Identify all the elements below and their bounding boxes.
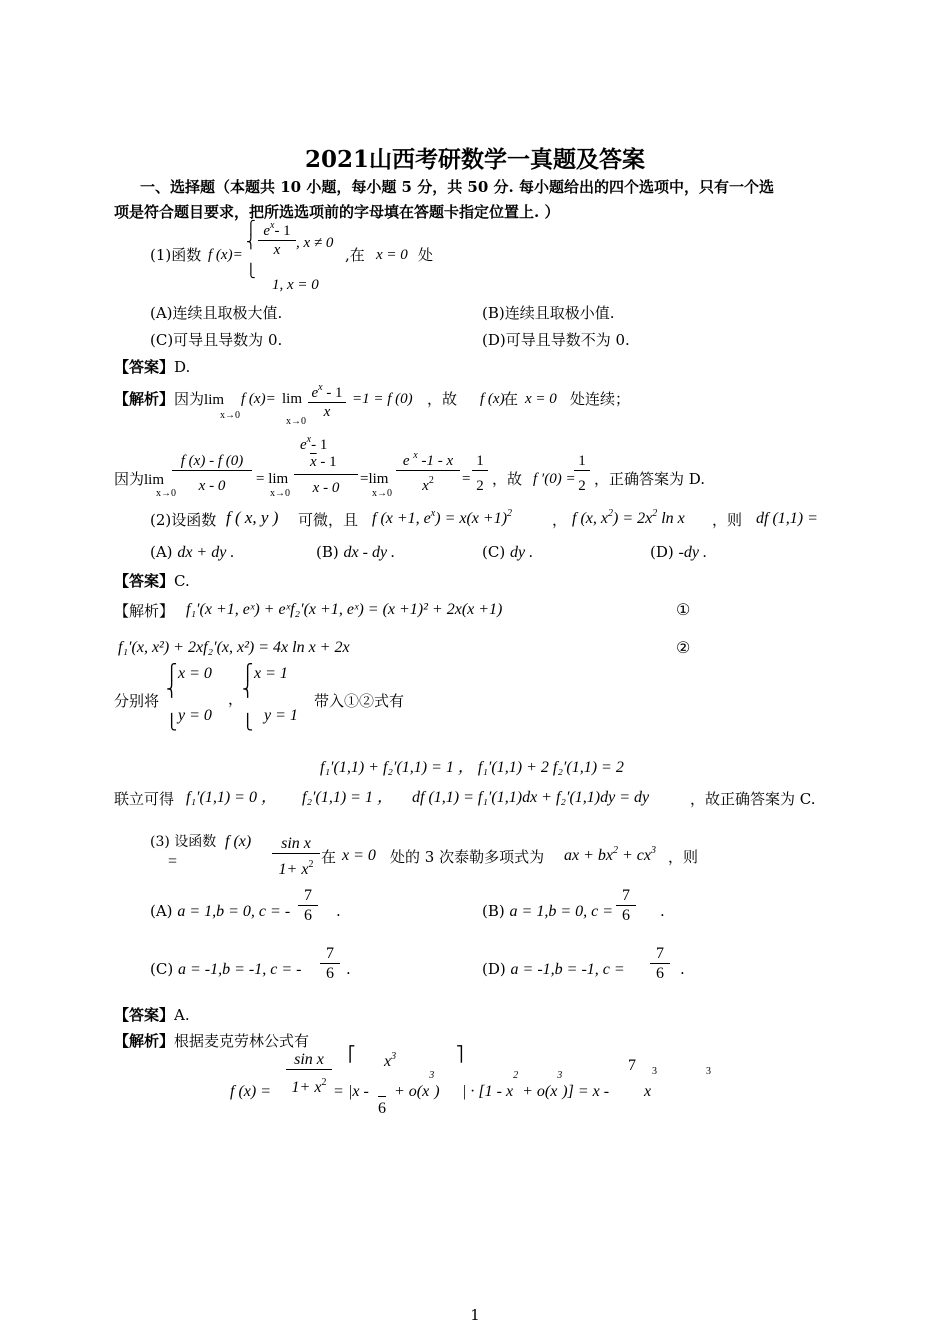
q3-option-a: (A) a = 1,b = 0, c = - [150,902,291,920]
q3-option-a-fraction: $\frac{7}{6}$ [298,886,318,927]
page-title: 2021山西考研数学一真题及答案 [304,146,645,173]
q3-sol-o1: + $o(x^3)$ [394,1070,440,1100]
q3-option-d-fraction: $\frac{7}{6}$ [650,944,670,985]
q1-tail-post: 处 [418,246,434,264]
q2-sub-comma: ， [228,690,244,708]
q2-system: f₁′(1,1) + f₂′(1,1) = 1 ， f₁′(1,1) + 2 f₂′(1,1) = 2 [320,759,624,776]
q3-fx: f (x) [225,833,252,850]
q3-sol-fx: f (x) = [230,1083,271,1100]
q1-sol1-fx: f (x)= [241,391,276,407]
q3-sol-e3: 3 [652,1066,657,1077]
q3-option-b-dot: . [660,902,665,920]
q3-sol-six: 6 [378,1096,386,1118]
q3-option-c: (C) a = -1,b = -1, c = - [150,960,302,978]
q1-sol1-in: 在 [503,390,519,408]
q1-sol2-pre: 因为lim [114,470,165,488]
q1-sol2-nested-top: $e^x-$ 1 [300,434,328,453]
q3-lead: (3) 设函数 [150,834,217,850]
q1-lead: (1)函数 [150,246,202,264]
q3-option-b: (B) a = 1,b = 0, c = [482,902,614,920]
q2-result3: df (1,1) = f₁′(1,1)dx + f₂′(1,1)dy = dy [412,789,650,806]
q1-solution-line1: 【解析】因为lim [114,390,225,408]
q2-df: df (1,1) = [756,510,818,527]
q2-sub-brace-a: ⎧ ⎨ ⎩ [166,663,178,731]
q3-option-d: (D) a = -1,b = -1, c = [482,960,625,978]
q2-sub-b1: x = 1 [254,665,288,682]
q3-answer: 【答案】A. [114,1006,190,1024]
q1-sol2-half2: $\frac{1}{2}$ [574,452,590,497]
q3-sol-mul: | · $[1 - x^2 + o(x^3)] = x$ - [462,1070,610,1100]
q3-sol-bracket-open: ⎡ [348,1047,356,1063]
q1-case2: 1, x = 0 [272,277,319,293]
q3-sol-x3: $x^3$ [384,1051,397,1070]
q2-result2: f₂′(1,1) = 1 ， [302,789,393,806]
q1-sol2-eq1: = lim [256,471,289,487]
q2-result1: f₁′(1,1) = 0 ， [186,789,277,806]
q1-sol2-fraction2-den: x - 0 [294,474,358,499]
q3-sol-seven: 7 [628,1057,636,1074]
q1-option-b: (B)连续且取极小值. [482,304,615,322]
q1-sol1-post: ，故 [427,390,458,408]
q3-eq: = [168,853,178,870]
q2-equation1: f₁′(x +1, eˣ) + eˣf₂′(x +1, eˣ) = (x +1)² + 2x(x +1) [186,601,503,618]
q2-then: ，则 [712,511,743,529]
section-intro-line1: 一、选择题（本题共 10 小题，每小题 5 分，共 50 分. 每小题给出的四个选项中，只有一个选 [140,178,774,196]
q1-sol2-eq2-sub: x→0 [372,488,392,499]
q1-sol1-fx2: f (x) [480,391,505,407]
q1-sol2-fraction3: $\frac{e ^x -1 - x}{x^2}$ [396,452,460,497]
q3-sol-fraction: $\frac{\text{sin x}}{1+ x^2}$ [286,1050,332,1099]
q1-sol2-fp: f ′(0) = [533,471,576,487]
q2-condition1: f (x +1, $e^x) = x(x +1)^2$ [372,508,513,527]
q1-answer: 【答案】D. [114,358,191,376]
q2-condition2: f (x, $x^2) = 2x^2$ ln x [572,508,685,527]
q1-sol1-lim-sub: x→0 [220,410,240,421]
section-intro-line2: 项是符合题目要求，把所选选项前的字母填在答题卡指定位置上. ） [114,203,560,221]
q2-sep: ， [552,511,568,529]
q2-substitute-pre: 分别将 [114,692,160,710]
q2-result-post: ，故正确答案为 C. [690,790,816,808]
q3-option-c-fraction: $\frac{7}{6}$ [320,944,340,985]
q3-mid-pre: 在 [321,848,337,866]
q2-result-pre: 联立可得 [114,790,175,808]
q2-option-b: (B) dx - dy . [316,543,396,561]
q1-sol1-end: 处连续； [570,390,631,408]
q1-option-a: (A)连续且取极大值. [150,304,283,322]
q2-option-d: (D) -dy . [650,543,707,561]
q1-fx: f (x)= [208,247,243,263]
q1-sol1-eq: =1 = f (0) [352,391,413,407]
q2-equation2-tag: ② [676,638,691,657]
q3-sol-result-x: x [644,1083,652,1100]
q2-answer: 【答案】C. [114,572,190,590]
q2-sub-b2: y = 1 [264,707,298,724]
q1-sol1-lim2-sub: x→0 [286,416,306,427]
q1-sol2-eq2: =lim [360,471,389,487]
q3-sol-e3b: 3 [706,1066,711,1077]
q3-option-c-dot: . [346,960,351,978]
q3-option-d-dot: . [680,960,685,978]
q2-lead: (2)设函数 [150,511,217,529]
q3-sol-x: |x - [348,1083,369,1100]
q1-sol2-fraction1: $\frac{f (x) - f (0)}{x - 0}$ [172,452,252,497]
q2-mid: 可微，且 [298,511,359,529]
q1-sol2-half: $\frac{1}{2}$ [472,452,488,497]
q1-case1-cond: , x ≠ 0 [296,235,334,251]
q1-sol2-lim-sub: x→0 [156,488,176,499]
q1-sol1-lim2: lim [282,391,303,407]
q3-sol-bracket-close: ⎤ [456,1047,464,1063]
q1-left-brace: ⎧ ⎨ ⎩ [246,221,256,279]
q1-sol2-mid: ，故 [492,470,523,488]
q1-option-c: (C)可导且导数为 0. [150,331,283,349]
q2-option-a: (A) dx + dy . [150,543,235,561]
q1-sol2-nested-mid: $\overline{x} - 1$ [310,454,337,470]
q2-substitute-post: 带入①②式有 [314,692,405,710]
q2-sub-a2: y = 0 [178,707,212,724]
q3-fraction: $\frac{\text{sin x}}{1+ x^2}$ [272,834,320,881]
q3-solution-text: 【解析】根据麦克劳林公式有 [114,1032,310,1050]
page-number: 1 [470,1306,480,1324]
q1-option-d: (D)可导且导数不为 0. [482,331,630,349]
q2-sub-a1: x = 0 [178,665,212,682]
q1-sol2-eq3: = [462,471,471,487]
q3-mid-x0: x = 0 [342,847,376,864]
q3-option-b-fraction: $\frac{7}{6}$ [616,886,636,927]
q3-polynomial: ax + $bx^2 + cx^3$ [564,845,656,864]
q2-sub-brace-b: ⎧ ⎨ ⎩ [242,663,254,731]
q1-sol2-eq1-sub: x→0 [270,488,290,499]
q1-sol1-x0: x = 0 [525,391,557,407]
q2-option-c: (C) dy . [482,543,534,561]
q1-sol1-fraction: $\frac{e^x - 1}{x}$ [308,384,346,423]
q2-analysis-label: 【解析】 [114,602,175,620]
q3-mid-post: 处的 3 次泰勒多项式为 [390,848,545,866]
q2-equation1-tag: ① [676,600,691,619]
q2-function: f ( x, y ) [226,508,279,527]
q1-tail-pre: ,在 [345,246,365,264]
q3-tail: ，则 [668,848,699,866]
q3-option-a-dot: . [336,902,341,920]
q3-sol-eq: = [334,1083,344,1100]
q1-sol2-end: ，正确答案为 D. [594,470,706,488]
q2-equation2: f₁′(x, x²) + 2xf₂′(x, x²) = 4x ln x + 2x [118,639,350,656]
q1-tail-cond: x = 0 [376,247,408,263]
q1-case1-fraction: $\frac{e^x- 1}{x}$ [258,222,296,261]
